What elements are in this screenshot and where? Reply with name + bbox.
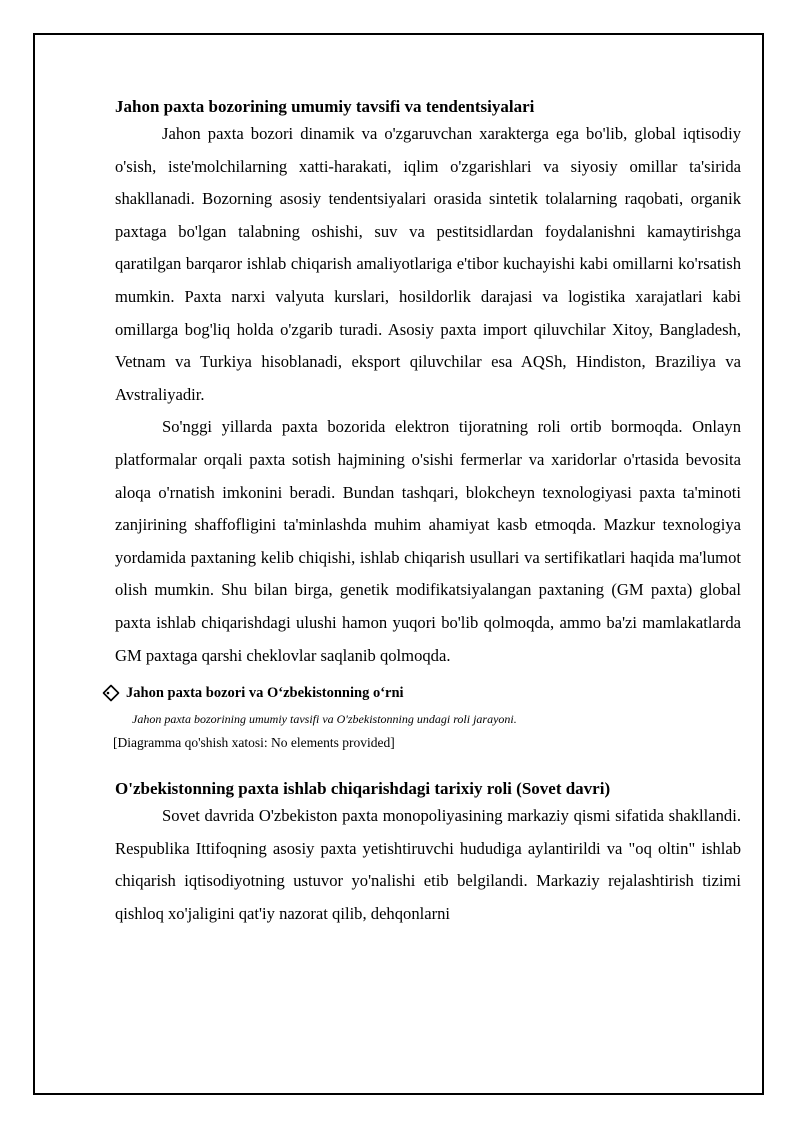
section-heading-soviet-era: O'zbekistonning paxta ishlab chiqarishdagi tarixiy roli (Sovet davri) [115,779,611,799]
paragraph-world-market-overview: Jahon paxta bozori dinamik va o'zgaruvchan xarakterga ega bo'lib, global iqtisodiy o'sish, iste'molchilarning xatti-harakati, iqlim o'zgarishlari va siyosiy omillar ta'sirida shakllanadi. Bozorning asosiy tendentsiyalari orasida sintetik tolalarning raqobati, organik paxtaga bo'lgan talabning oshishi, suv va pestitsidlardan foydalanishni kamaytirishga qaratilgan barqaror ishlab chiqarish amaliyotlariga e'tibor kuchayishi kabi omillarni ko'rsatish mumkin. Paxta narxi valyuta kurslari, hosildorlik darajasi va logistika xarajatlari kabi omillarga bog'liq holda o'zgarib turadi. Asosiy paxta import qiluvchilar Xitoy, Bangladesh, Vetnam va Turkiya hisoblanadi, eksport qiluvchilar esa AQSh, Hindiston, Braziliya va Avstraliyadir. [115,124,741,404]
diagram-subtitle: Jahon paxta bozorining umumiy tavsifi va O'zbekistonning undagi roli jarayoni. [132,712,517,727]
diagram-block [115,682,741,754]
tag-icon [102,684,120,702]
diagram-title-text: Jahon paxta bozori va O‘zbekistonning o‘rni [126,684,404,701]
document-body [115,96,741,930]
paragraph-soviet-era: Sovet davrida O'zbekiston paxta monopoliyasining markaziy qismi sifatida shakllandi. Respublika Ittifoqning asosiy paxta yetishtiruvchi hududiga aylantirildi va "oq oltin" ishlab chiqarish iqtisodiyotning ustuvor yo'nalishi etib belgilandi. Markaziy rejalashtirish tizimi qishloq xo'jaligini qat'iy nazorat qilib, dehqonlarni [115,806,741,923]
paragraph-ecommerce-trends: So'nggi yillarda paxta bozorida elektron tijoratning roli ortib bormoqda. Onlayn platformalar orqali paxta sotish hajmining o'sishi fermerlar va xaridorlar o'rtasida bevosita aloqa o'rnatish imkonini beradi. Bundan tashqari, blokcheyn texnologiyasi paxta ta'minoti zanjirining shaffofligini ta'minlashda muhim ahamiyat kasb etmoqda. Mazkur texnologiya yordamida paxtaning kelib chiqishi, ishlab chiqarish usullari va sertifikatlari haqida ma'lumot olish mumkin. Shu bilan birga, genetik modifikatsiyalangan paxtaning (GM paxta) global paxta ishlab chiqarishdagi ulushi hamon yuqori bo'lib qolmoqda, ammo ba'zi mamlakatlarda GM paxtaga qarshi cheklovlar saqlanib qolmoqda. [115,417,741,665]
diagram-title [102,682,741,704]
diagram-error-message: [Diagramma qo'shish xatosi: No elements provided] [113,735,395,751]
section-heading-world-market: Jahon paxta bozorining umumiy tavsifi va tendentsiyalari [115,97,535,116]
